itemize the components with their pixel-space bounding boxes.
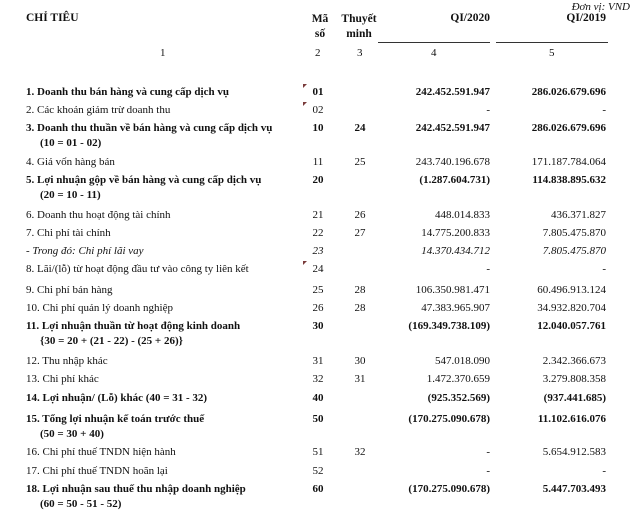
table-row xyxy=(0,156,640,174)
row-value-2019: - xyxy=(602,104,606,116)
row-value-2019: 286.026.679.696 xyxy=(531,122,606,134)
row-value-2019: 7.805.475.870 xyxy=(542,227,606,239)
table-row xyxy=(0,446,640,464)
row-formula: (60 = 50 - 51 - 52) xyxy=(40,498,122,510)
table-row xyxy=(0,392,640,410)
row-value-2020: - xyxy=(486,263,490,275)
row-value-2019: 11.102.616.076 xyxy=(537,413,606,425)
row-label: 5. Lợi nhuận gộp về bán hàng và cung cấp dịch vụ xyxy=(26,174,262,186)
row-value-2019: 60.496.913.124 xyxy=(537,284,606,296)
row-code: 25 xyxy=(312,284,324,296)
row-code: 01 xyxy=(312,86,324,98)
table-row xyxy=(0,209,640,227)
row-value-2019: - xyxy=(602,263,606,275)
row-note-ref: 27 xyxy=(354,227,366,239)
row-label: 17. Chi phí thuế TNDN hoãn lại xyxy=(26,465,168,477)
row-value-2019: 436.371.827 xyxy=(551,209,606,221)
table-row xyxy=(0,227,640,245)
row-note-ref: 30 xyxy=(354,355,366,367)
row-value-2019: 171.187.784.064 xyxy=(531,156,606,168)
row-value-2020: 242.452.591.947 xyxy=(415,86,490,98)
row-value-2020: 106.350.981.471 xyxy=(415,284,490,296)
row-formula: {30 = 20 + (21 - 22) - (25 + 26)} xyxy=(40,335,183,347)
table-row xyxy=(0,86,640,104)
row-label: 4. Giá vốn hàng bán xyxy=(26,156,115,168)
row-value-2019: 34.932.820.704 xyxy=(537,302,606,314)
row-code: 23 xyxy=(312,245,324,257)
row-value-2020: (1.287.604.731) xyxy=(419,174,490,186)
table-row xyxy=(0,355,640,373)
row-label: 10. Chi phí quản lý doanh nghiệp xyxy=(26,302,173,314)
row-code: 51 xyxy=(312,446,324,458)
table-row xyxy=(0,263,640,281)
col-number-5: 5 xyxy=(549,47,555,59)
row-value-2020: (170.275.090.678) xyxy=(408,413,490,425)
row-value-2019: 286.026.679.696 xyxy=(531,86,606,98)
row-value-2020: 14.775.200.833 xyxy=(421,227,490,239)
row-value-2020: 14.370.434.712 xyxy=(421,245,490,257)
row-value-2020: 1.472.370.659 xyxy=(426,373,490,385)
table-row xyxy=(0,320,640,347)
row-value-2019: - xyxy=(602,465,606,477)
row-note-ref: 28 xyxy=(354,302,366,314)
row-value-2019: (937.441.685) xyxy=(543,392,606,404)
row-note-ref: 26 xyxy=(354,209,366,221)
unit-note: Đơn vị: VND xyxy=(571,1,630,13)
row-label: 11. Lợi nhuận thuần từ hoạt động kinh doanh xyxy=(26,320,241,332)
row-code: 10 xyxy=(312,122,324,134)
row-label: 13. Chi phí khác xyxy=(26,373,99,385)
row-formula: (20 = 10 - 11) xyxy=(40,189,101,201)
table-row xyxy=(0,174,640,201)
row-value-2020: - xyxy=(486,104,490,116)
row-value-2019: 114.838.895.632 xyxy=(532,174,606,186)
header-rule-2019 xyxy=(496,42,608,43)
row-value-2019: 7.805.475.870 xyxy=(542,245,606,257)
cell-comment-marker xyxy=(303,84,307,88)
row-code: 20 xyxy=(312,174,324,186)
table-row xyxy=(0,373,640,391)
col-number-2: 2 xyxy=(315,47,321,59)
header-title: CHỈ TIÊU xyxy=(26,12,79,24)
row-label: 1. Doanh thu bán hàng và cung cấp dịch vụ xyxy=(26,86,229,98)
header-q1-2020: QI/2020 xyxy=(450,12,490,24)
table-row xyxy=(0,104,640,122)
row-value-2020: 448.014.833 xyxy=(435,209,490,221)
table-row xyxy=(0,284,640,302)
row-code: 11 xyxy=(312,156,324,168)
row-note-ref: 28 xyxy=(354,284,366,296)
row-code: 24 xyxy=(312,263,324,275)
row-value-2020: - xyxy=(486,465,490,477)
row-value-2020: (925.352.569) xyxy=(427,392,490,404)
row-value-2020: (169.349.738.109) xyxy=(408,320,490,332)
row-value-2019: 3.279.808.358 xyxy=(542,373,606,385)
row-code: 21 xyxy=(312,209,324,221)
row-label: 14. Lợi nhuận/ (Lỗ) khác (40 = 31 - 32) xyxy=(26,392,208,404)
col-number-4: 4 xyxy=(431,47,437,59)
header-code: Mã số xyxy=(311,13,329,40)
row-value-2019: 5.654.912.583 xyxy=(542,446,606,458)
row-value-2019: 2.342.366.673 xyxy=(542,355,606,367)
row-label: 12. Thu nhập khác xyxy=(26,355,108,367)
table-row xyxy=(0,245,640,263)
row-note-ref: 25 xyxy=(354,156,366,168)
table-row xyxy=(0,413,640,440)
cell-comment-marker xyxy=(303,102,307,106)
col-number-1: 1 xyxy=(160,47,166,59)
cell-comment-marker xyxy=(303,261,307,265)
row-value-2020: 243.740.196.678 xyxy=(415,156,490,168)
row-code: 31 xyxy=(312,355,324,367)
row-note-ref: 24 xyxy=(354,122,366,134)
row-code: 60 xyxy=(312,483,324,495)
row-label: 3. Doanh thu thuần về bán hàng và cung cấp dịch vụ xyxy=(26,122,273,134)
row-value-2020: - xyxy=(486,446,490,458)
table-row xyxy=(0,302,640,320)
row-label: 9. Chi phí bán hàng xyxy=(26,284,113,296)
row-value-2020: 242.452.591.947 xyxy=(415,122,490,134)
row-note-ref: 31 xyxy=(354,373,366,385)
row-label: 16. Chi phí thuế TNDN hiện hành xyxy=(26,446,176,458)
row-value-2020: (170.275.090.678) xyxy=(408,483,490,495)
header-q1-2019: QI/2019 xyxy=(566,12,606,24)
row-label: 8. Lãi/(lỗ) từ hoạt động đầu tư vào công ty liên kết xyxy=(26,263,249,275)
row-value-2020: 47.383.965.907 xyxy=(421,302,490,314)
row-label: 18. Lợi nhuận sau thuế thu nhập doanh nghiệp xyxy=(26,483,246,495)
header-rule-2020 xyxy=(378,42,490,43)
row-code: 52 xyxy=(312,465,324,477)
row-label: 2. Các khoản giảm trừ doanh thu xyxy=(26,104,171,116)
row-label: 15. Tổng lợi nhuận kế toán trước thuế xyxy=(26,413,205,425)
row-value-2020: 547.018.090 xyxy=(435,355,490,367)
row-formula: (10 = 01 - 02) xyxy=(40,137,102,149)
header-note: Thuyết minh xyxy=(341,13,377,40)
row-code: 22 xyxy=(312,227,324,239)
row-code: 32 xyxy=(312,373,324,385)
table-row xyxy=(0,122,640,149)
row-formula: (50 = 30 + 40) xyxy=(40,428,104,440)
row-code: 26 xyxy=(312,302,324,314)
table-row xyxy=(0,465,640,483)
row-label: 6. Doanh thu hoạt động tài chính xyxy=(26,209,171,221)
row-label: 7. Chi phí tài chính xyxy=(26,227,111,239)
row-code: 50 xyxy=(312,413,324,425)
row-value-2019: 5.447.703.493 xyxy=(542,483,606,495)
row-label: - Trong đó: Chi phí lãi vay xyxy=(26,245,144,257)
row-note-ref: 32 xyxy=(354,446,366,458)
col-number-3: 3 xyxy=(357,47,363,59)
table-row xyxy=(0,483,640,510)
row-code: 30 xyxy=(312,320,324,332)
row-code: 40 xyxy=(312,392,324,404)
row-code: 02 xyxy=(312,104,324,116)
row-value-2019: 12.040.057.761 xyxy=(537,320,606,332)
